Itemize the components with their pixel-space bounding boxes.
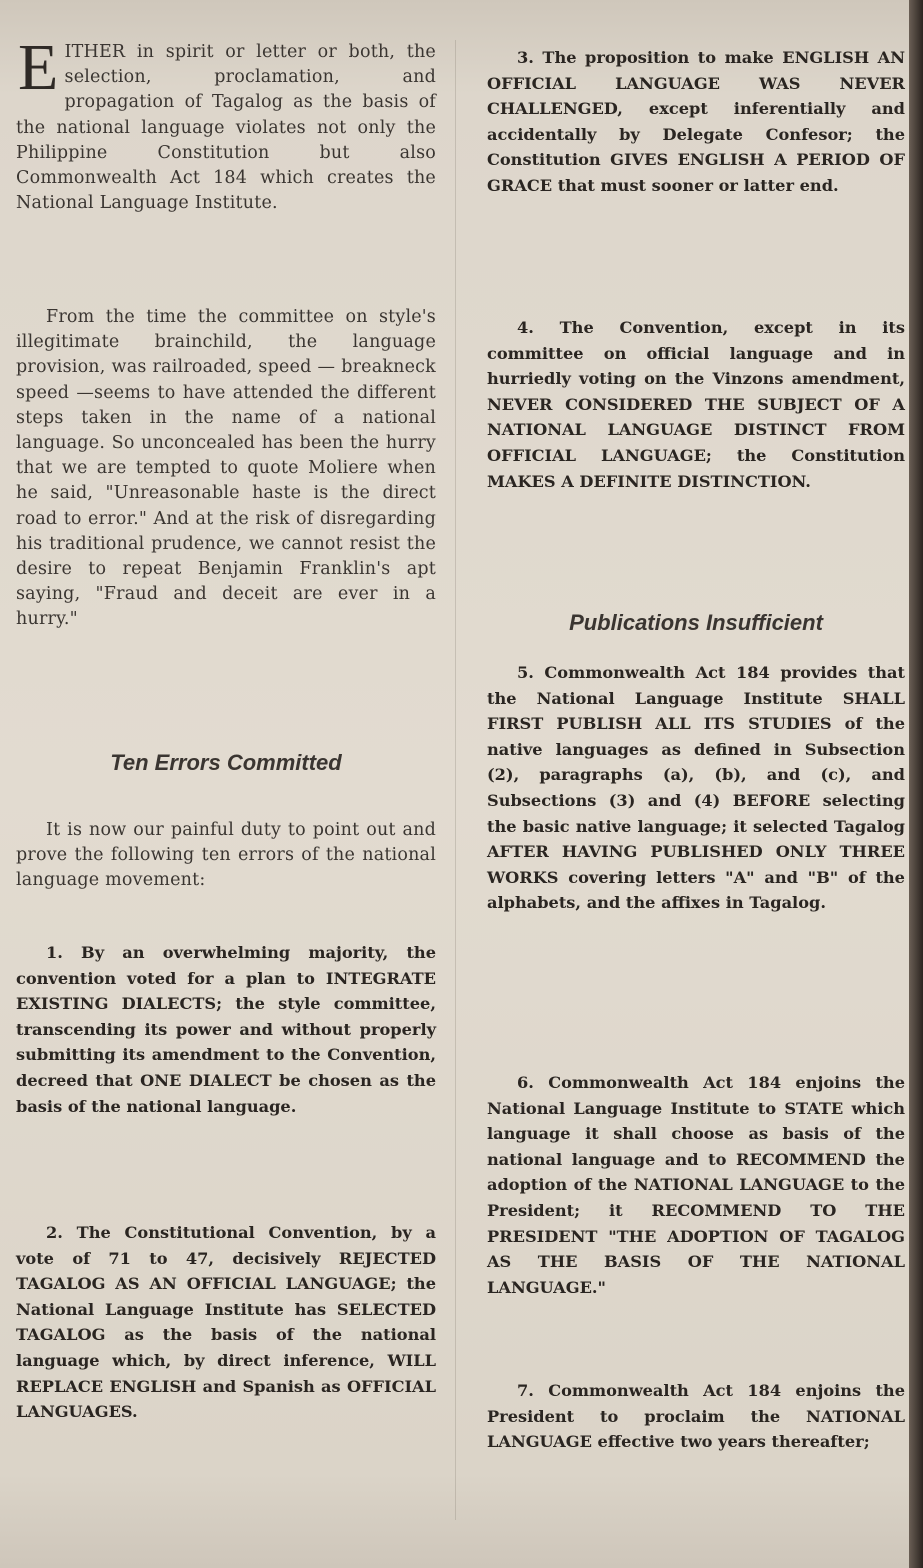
error-item-5: 5. Commonwealth Act 184 provides that the National Language Institute SHALL FIRST PUBLISH ALL ITS STUDIES of the native languages as defined in Subsection (2), paragraphs (a), (b), and (c), and Subsections (3) and (4) BEFORE selecting the basic native language; it selected Tagalog AFTER HAVING PUBLISHED ONLY THREE WORKS covering letters "A" and "B" of the alphabets, and the affixes in Tagalog. <box>487 663 905 913</box>
error-item-4: 4. The Convention, except in its committee on official language and in hurriedly voting on the Vinzons amendment, NEVER CONSIDERED THE SUBJECT OF A NATIONAL LANGUAGE DISTINCT FROM OFFICIAL LANGUAGE; the Constitution MAKES A DEFINITE DISTINCTION. <box>487 318 905 491</box>
paragraph-haste: From the time the committee on style's illegitimate brainchild, the language provision, was railroaded, speed — breakneck speed —seems to have attended the different steps taken in the name of a national language. So unconcealed has been the hurry that we are tempted to quote Moliere when he said, "Unreasonable haste is the direct road to error." And at the risk of disregarding his traditional prudence, we cannot resist the desire to repeat Benjamin Franklin's apt saying, "Fraud and deceit are ever in a hurry." <box>16 307 436 630</box>
error-item-6: 6. Commonwealth Act 184 enjoins the National Language Institute to STATE which language it shall choose as basis of the national language and to RECOMMEND the adoption of the NATIONAL LANGUAGE to the President; it RECOMMEND TO THE PRESIDENT "THE ADOPTION OF TAGALOG AS THE BASIS OF THE NATIONAL LANGUAGE." <box>487 1073 905 1297</box>
error-item-3: 3. The proposition to make ENGLISH AN OFFICIAL LANGUAGE WAS NEVER CHALLENGED, except inferentially and accidentally by Delegate Confesor; the Constitution GIVES ENGLISH A PERIOD OF GRACE that must sooner or latter end. <box>487 48 905 195</box>
intro-text: ITHER in spirit or letter or both, the selection, proclamation, and propagation of Tagalog as the basis of the national language violates not only the Philippine Constitution but also Commonwealth Act 184 which creates the National Language Institute. <box>16 42 436 214</box>
intro-paragraph <box>16 31 436 216</box>
paragraph-duty: It is now our painful duty to point out and prove the following ten errors of the national language movement: <box>16 820 436 891</box>
section-heading-publications: Publications Insufficient <box>569 610 823 635</box>
section-heading-ten-errors: Ten Errors Committed <box>110 750 342 775</box>
column-divider <box>455 40 456 1520</box>
error-item-2: 2. The Constitutional Convention, by a vote of 71 to 47, decisively REJECTED TAGALOG AS AN OFFICIAL LANGUAGE; the National Language Institute has SELECTED TAGALOG as the basis of the national language which, by direct inference, WILL REPLACE ENGLISH and Spanish as OFFICIAL LANGUAGES. <box>16 1223 436 1422</box>
drop-cap: E <box>18 31 59 104</box>
error-item-1: 1. By an overwhelming majority, the convention voted for a plan to INTEGRATE EXISTING DIALECTS; the style committee, transcending its power and without properly submitting its amendment to the Convention, decreed that ONE DIALECT be chosen as the basis of the national language. <box>16 943 436 1116</box>
error-item-7: 7. Commonwealth Act 184 enjoins the President to proclaim the NATIONAL LANGUAGE effective two years thereafter; <box>487 1381 905 1452</box>
